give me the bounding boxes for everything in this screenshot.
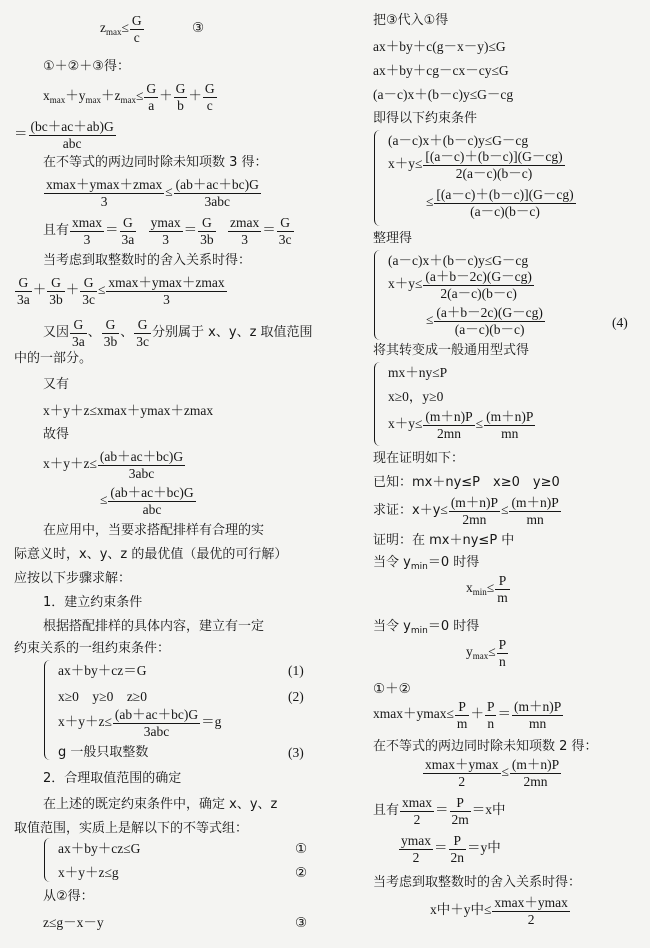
label-text: 且有 [373, 803, 400, 819]
and-has-fractions [43, 216, 295, 246]
constraint-row: x≥0 y≥0 z≥0 [58, 689, 147, 704]
inequality-row: x＋y＋z≤g [58, 865, 119, 880]
equation-term: ＝g [201, 714, 222, 730]
relation: ≤ [426, 312, 434, 328]
equation-term: x＋y＋z [58, 714, 105, 730]
relation: ≤ [98, 282, 106, 298]
denominator: 3b [49, 291, 63, 307]
paragraph-line: 取值范围，实质上是解以下的不等式组： [14, 821, 249, 836]
relation: ≤ [501, 764, 509, 780]
system-brace [374, 130, 382, 226]
numerator: (m＋n)P [486, 409, 534, 424]
fraction [203, 82, 217, 112]
denominator: 2mn [437, 425, 462, 441]
fraction [492, 896, 570, 926]
denominator: 2mn [462, 511, 487, 527]
fraction [134, 318, 151, 348]
numerator: ymax [150, 215, 181, 230]
fraction [102, 318, 120, 348]
divide-by-three-text: 在不等式的两边同时除未知项数 3 得： [43, 155, 268, 170]
relation: ≤ [415, 276, 423, 292]
plus-one-two: ①＋② [373, 681, 411, 696]
relation: ＝ [497, 706, 511, 722]
constraint-row [58, 708, 221, 738]
fraction [44, 178, 164, 208]
denominator: abc [142, 501, 162, 517]
operator: ＋ [188, 88, 202, 104]
system-brace [374, 250, 382, 340]
separator: 、 [87, 325, 101, 341]
denominator: b [177, 97, 184, 113]
relation: ≤ [415, 156, 423, 172]
numerator: G [277, 216, 294, 232]
paragraph-line: 根据搭配排样的具体内容，建立有一定 [43, 619, 265, 634]
equation-term: ＝x中 [471, 802, 506, 818]
denominator: 2(a－c)(b－c) [440, 285, 517, 301]
fraction [228, 216, 261, 246]
numerator: (bc＋ac＋ab)G [30, 119, 114, 134]
rounding-inequality [14, 276, 228, 306]
constraint-row [426, 188, 577, 218]
numerator: (ab＋ac＋bc)G [99, 449, 184, 464]
numerator: P [449, 834, 467, 850]
denominator: 2n [450, 849, 464, 865]
label-text: 且有 [43, 223, 70, 239]
denominator: abc [62, 135, 82, 151]
denominator: 3c [136, 333, 150, 349]
separator: 、 [120, 325, 134, 341]
denominator: 2m [451, 811, 469, 827]
divide-by-two-inequality [422, 758, 562, 788]
paragraph-line: 约束关系的一组约束条件： [14, 641, 171, 656]
numerator: G [120, 216, 137, 232]
prove-line [373, 496, 562, 526]
numerator: P [455, 700, 470, 716]
equation-term: x中＋y中 [430, 902, 484, 918]
fraction [484, 410, 535, 440]
fraction [449, 834, 467, 864]
fraction [399, 834, 433, 864]
fraction [149, 216, 183, 246]
denominator: 3a [17, 291, 30, 307]
numerator: G [47, 276, 65, 292]
sum-inequality [43, 82, 218, 112]
label-text: ＝0 时得 [427, 619, 480, 634]
sum-two-inequality [373, 700, 564, 730]
system-brace [44, 838, 52, 882]
rounding-text: 当考虑到取整数时的舍入关系时得： [43, 253, 252, 268]
numerator: (ab＋ac＋bc)G [175, 177, 259, 192]
numerator: [(a－c)＋(b－c)](G－cg) [436, 187, 574, 202]
subscript: min [410, 562, 428, 572]
constraint-row [388, 410, 536, 440]
operator: ＋ [32, 282, 47, 298]
denominator: mn [528, 715, 547, 731]
subscript: max [120, 95, 136, 106]
fraction [113, 708, 200, 738]
fraction [174, 82, 188, 112]
denominator: 3 [83, 231, 91, 247]
numerator: G [102, 318, 120, 334]
subscript: max [49, 95, 66, 106]
divide-by-three-inequality [43, 178, 262, 208]
fraction [510, 758, 561, 788]
system-brace [44, 660, 52, 760]
fraction [423, 410, 474, 440]
fraction [434, 306, 544, 336]
constraint-row: ax＋by＋cz＝G [58, 663, 147, 678]
numerator: (a＋b－2c)(G－cg) [436, 305, 543, 320]
fraction [144, 82, 158, 112]
zmax-inequality [100, 14, 204, 44]
operator: ＋ [470, 706, 484, 722]
fraction [70, 216, 104, 246]
numerator: P [450, 796, 471, 812]
label-text: ＝0 时得 [427, 555, 480, 570]
relation: ≤ [484, 902, 492, 918]
denominator: 3b [200, 231, 214, 247]
denominator: 3abc [143, 723, 170, 739]
relation: ＝ [105, 222, 119, 238]
constraint-row: (a－c)x＋(b－c)y≤G－cg [388, 133, 529, 148]
final-inequality-1 [43, 450, 186, 480]
denominator: c [133, 29, 140, 45]
fraction [485, 700, 497, 730]
part-of-text: 中的一部分。 [14, 351, 93, 366]
operator: ＋ [65, 282, 80, 298]
denominator: 3c [82, 291, 95, 307]
section-heading: 1．建立约束条件 [43, 595, 143, 610]
fraction [449, 496, 500, 526]
equation-tag: ② [295, 865, 308, 880]
equation-tag: ③ [192, 20, 205, 36]
constraint-row [388, 150, 566, 180]
let-line [373, 555, 480, 572]
equation-tag: (4) [612, 315, 628, 330]
fraction [98, 450, 185, 480]
relation: ＝ [262, 222, 276, 238]
denominator: c [206, 97, 213, 113]
relation: ≤ [165, 184, 173, 200]
fraction [15, 276, 32, 306]
known-line: 已知：mx＋ny≤P x≥0 y≥0 [373, 475, 560, 490]
constraint-row: x≥0，y≥0 [388, 389, 444, 404]
substitute-text: 把③代入①得 [373, 13, 449, 28]
xyz-inequality: x＋y＋z≤xmax＋ymax＋zmax [43, 403, 214, 418]
numerator: ymax [401, 833, 431, 848]
derivation-line: (a－c)x＋(b－c)y≤G－cg [373, 87, 514, 102]
numerator: G [80, 276, 97, 292]
relation: ≤ [89, 456, 97, 472]
fraction [423, 270, 533, 300]
numerator: (m＋n)P [511, 757, 560, 772]
paragraph-line: 应按以下步骤求解： [14, 571, 132, 586]
fraction [130, 14, 144, 44]
constraint-row: mx＋ny≤P [388, 365, 448, 380]
denominator: n [487, 715, 495, 731]
fraction [495, 574, 510, 604]
equation-tag: ① [295, 841, 308, 856]
relation: ＝ [435, 802, 449, 818]
equation-tag: (2) [288, 689, 304, 704]
subscript: max [106, 27, 122, 38]
relation: ≤ [486, 580, 495, 596]
proof-intro: 现在证明如下： [373, 451, 465, 466]
equation-term: 求证：x＋y [373, 503, 441, 519]
constraint-row [426, 306, 546, 336]
relation: ＝ [183, 222, 198, 238]
fraction [509, 496, 560, 526]
fraction [512, 700, 563, 730]
denominator: (a－c)(b－c) [454, 321, 525, 337]
equation-tag: ③ [295, 915, 308, 930]
relation: ≤ [426, 194, 434, 210]
divide-by-two-text: 在不等式的两边同时除未知项数 2 得： [373, 739, 598, 754]
final-inequality-2 [100, 486, 197, 516]
numerator: G [134, 318, 151, 334]
denominator: 3abc [204, 193, 230, 209]
label-text: 又因 [43, 325, 70, 341]
also-because-line [43, 318, 313, 348]
inequality-row: ax＋by＋cz≤G [58, 841, 141, 856]
relation: ≤ [501, 502, 509, 518]
numerator: (a＋b－2c)(G－cg) [425, 269, 532, 284]
equation-term: x＋y [388, 416, 415, 432]
rounding-text-2: 当考虑到取整数时的舍入关系时得： [373, 875, 582, 890]
label-text: 分别属于 x、y、z 取值范围 [152, 325, 313, 341]
subscript: min [472, 587, 487, 598]
equation-tag: (3) [288, 745, 304, 760]
paragraph-line: 际意义时，x、y、z 的最优值（最优的可行解） [14, 547, 288, 562]
equation-term: xmax＋ymax [373, 706, 447, 722]
numerator: P [498, 637, 507, 652]
denominator: a [148, 97, 155, 113]
fraction [497, 638, 509, 668]
numerator: G [198, 216, 216, 232]
numerator: xmax [402, 795, 433, 810]
system-brace [374, 362, 382, 446]
numerator: G [175, 81, 186, 96]
fraction [198, 216, 216, 246]
label-text: 当令 y [373, 619, 411, 634]
numerator: (m＋n)P [450, 495, 499, 510]
fraction [400, 796, 434, 826]
equation-term: ＝y中 [467, 840, 501, 856]
denominator: mn [526, 511, 544, 527]
equation-term: x＋y [388, 156, 415, 172]
numerator: xmax＋ymax＋zmax [108, 275, 225, 290]
denominator: 3 [241, 231, 249, 247]
fraction [106, 276, 226, 306]
sum-intro: ①＋②＋③得： [43, 59, 130, 74]
denominator: 2mn [523, 773, 548, 789]
numerator: (m＋n)P [513, 699, 562, 714]
fraction [174, 178, 261, 208]
numerator: P [495, 574, 510, 590]
denominator: 3 [162, 231, 170, 247]
fraction [47, 276, 65, 306]
relation: ≤ [121, 20, 129, 36]
denominator: m [456, 715, 468, 731]
ymid-line [398, 834, 501, 864]
equation-term: ＋z [101, 88, 121, 104]
fraction [450, 796, 471, 826]
denominator: 2 [458, 773, 466, 789]
convert-text: 将其转变成一般通用型式得 [373, 343, 530, 358]
relation: ≤ [100, 492, 108, 508]
denominator: 2 [527, 911, 535, 927]
denominator: (a－c)(b－c) [470, 203, 540, 219]
relation: ≤ [475, 416, 484, 432]
relation: ≤ [488, 644, 496, 660]
paragraph-line: 在应用中，当要求搭配排样有合理的实 [43, 523, 265, 538]
from-two-text: 从②得： [43, 889, 94, 904]
derivation-line: ax＋by＋cg－cx－cy≤G [373, 63, 509, 78]
denominator: 2 [412, 849, 420, 865]
proof-line: 证明：在 mx＋ny≤P 中 [373, 533, 515, 548]
equation-tag: (1) [288, 663, 304, 678]
subscript: max [85, 95, 101, 106]
arrange-text: 整理得 [373, 231, 413, 246]
mid-inequality [430, 896, 571, 926]
denominator: m [497, 589, 508, 605]
numerator: G [204, 81, 215, 96]
denominator: mn [501, 425, 519, 441]
denominator: 2(a－c)(b－c) [455, 165, 533, 181]
fraction [423, 758, 501, 788]
denominator: 3a [72, 333, 85, 349]
equals-fraction [14, 120, 117, 150]
denominator: 3 [163, 291, 170, 307]
constraint-row: (a－c)x＋(b－c)y≤G－cg [388, 253, 529, 268]
also-has-text: 又有 [43, 377, 70, 392]
derivation-line: ax＋by＋c(g－x－y)≤G [373, 39, 506, 54]
subscript: min [410, 626, 428, 636]
denominator: 3c [278, 231, 292, 247]
constraint-row [388, 270, 535, 300]
obtain-text: 即得以下约束条件 [373, 111, 478, 126]
fraction [108, 486, 195, 516]
denominator: 3a [121, 231, 135, 247]
numerator: xmax＋ymax [425, 757, 499, 772]
numerator: xmax＋ymax＋zmax [46, 177, 163, 192]
xmid-line [373, 796, 506, 826]
therefore-text: 故得 [43, 427, 70, 442]
denominator: 2 [413, 811, 421, 827]
fraction [277, 216, 294, 246]
fraction [423, 150, 564, 180]
fraction [434, 188, 575, 218]
relation: ≤ [104, 714, 112, 730]
relation: ＝ [14, 126, 28, 142]
numerator: (ab＋ac＋bc)G [110, 485, 194, 500]
let-line [373, 619, 480, 636]
paragraph-line: 在上述的既定约束条件中，确定 x、y、z [43, 797, 278, 812]
equation-term: ＋y [65, 88, 86, 104]
denominator: 3 [100, 193, 108, 209]
equation-term: x [43, 88, 50, 104]
relation: ≤ [440, 502, 448, 518]
equation-term: y [466, 644, 473, 660]
relation: ≤ [446, 706, 454, 722]
fraction [455, 700, 470, 730]
z-inequality: z≤g－x－y [43, 915, 104, 930]
numerator: (m＋n)P [511, 495, 559, 510]
fraction [120, 216, 137, 246]
denominator: 3abc [128, 465, 155, 481]
denominator: n [499, 653, 506, 669]
numerator: (m＋n)P [425, 409, 473, 424]
equation-term: x [466, 580, 473, 596]
numerator: [(a－c)＋(b－c)](G－cg) [425, 149, 563, 164]
fraction [70, 318, 87, 348]
relation: ≤ [415, 416, 423, 432]
fraction [29, 120, 116, 150]
numerator: G [70, 318, 87, 334]
label-text: 当令 y [373, 555, 411, 570]
denominator: 3b [103, 333, 118, 349]
ymax-inequality [466, 638, 509, 668]
numerator: xmax＋ymax [494, 895, 568, 910]
relation: ≤ [136, 88, 144, 104]
constraint-row: g 一般只取整数 [58, 745, 149, 760]
numerator: xmax [72, 215, 103, 230]
numerator: G [15, 276, 32, 292]
equation-term: x＋y＋z [43, 456, 90, 472]
subscript: max [472, 651, 489, 662]
numerator: G [146, 81, 157, 96]
numerator: (ab＋ac＋bc)G [114, 707, 199, 722]
numerator: P [486, 699, 495, 714]
numerator: G [131, 13, 142, 28]
fraction [80, 276, 97, 306]
equation-term: x＋y [388, 276, 415, 292]
section-heading: 2．合理取值范围的确定 [43, 771, 182, 786]
numerator: zmax [230, 215, 260, 230]
xmin-inequality [466, 574, 511, 604]
operator: ＋ [159, 88, 173, 104]
relation: ＝ [434, 840, 448, 856]
equation-term: z [100, 20, 106, 36]
